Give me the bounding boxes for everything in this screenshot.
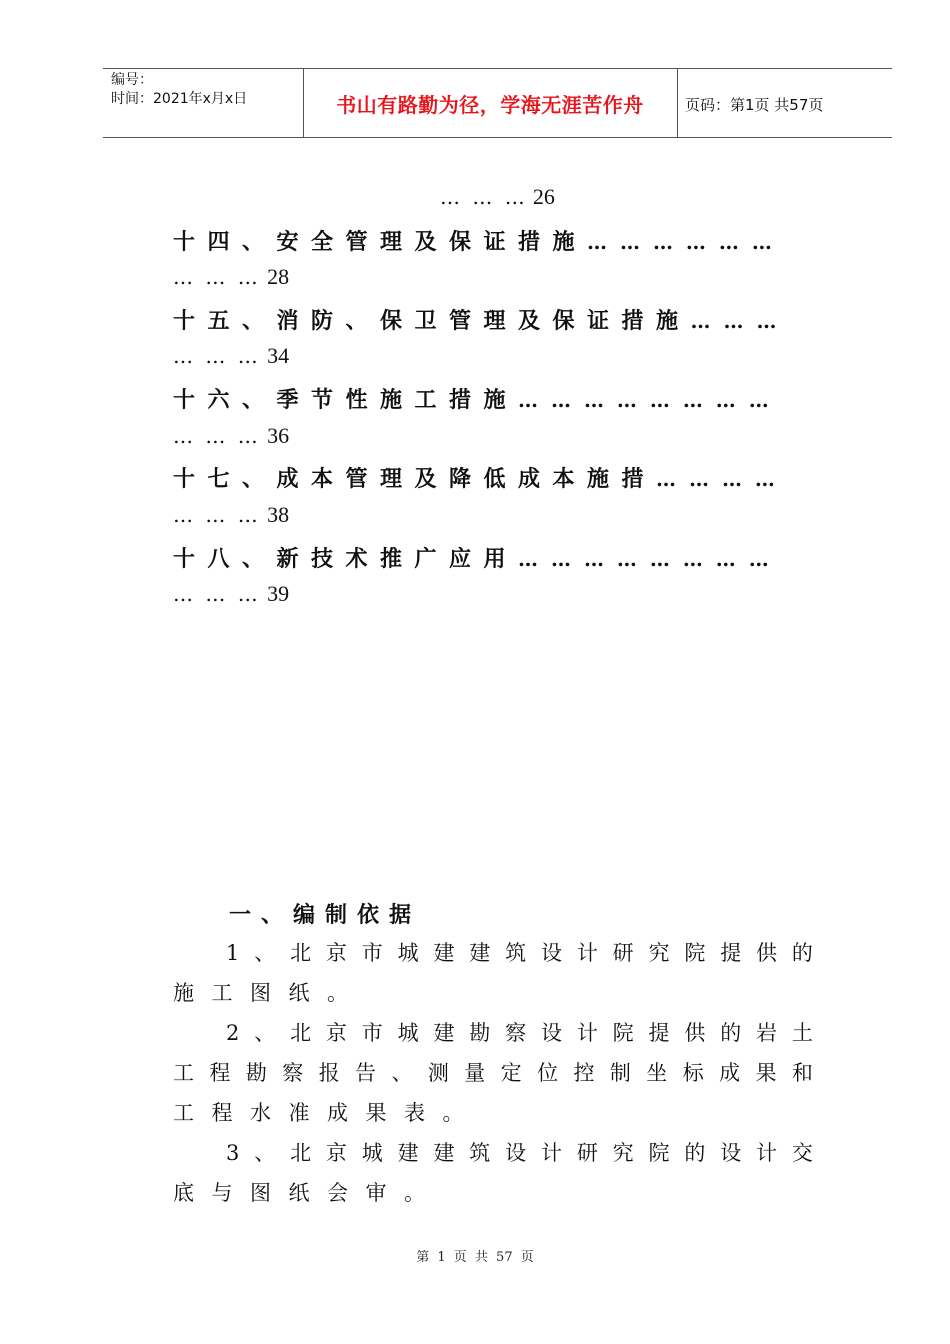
paragraph-char: 成 [327, 1101, 348, 1125]
toc-leader-dots: … … … [440, 185, 528, 209]
paragraph-char: 与 [211, 1181, 233, 1205]
paragraph-char: 北 [290, 941, 312, 965]
paragraph-char: 城 [397, 941, 419, 965]
paragraph-char: 位 [537, 1061, 559, 1085]
paragraph-char: 建 [433, 941, 455, 965]
paragraph-line [173, 1013, 813, 1053]
toc-continuation [440, 184, 555, 210]
paragraph-char: 水 [250, 1101, 271, 1125]
paragraph-char: 施 [173, 981, 194, 1005]
paragraph-char: 纸 [288, 981, 310, 1005]
paragraph-char: 1 [226, 941, 240, 965]
toc-leader-dots: … … … [690, 309, 780, 333]
paragraph-char: 、 [254, 1141, 276, 1165]
paragraph-char: 供 [684, 1021, 706, 1045]
paragraph-line [173, 1133, 813, 1173]
section-title: 一、编制依据 [229, 903, 422, 928]
paragraph-char: 准 [288, 1101, 310, 1125]
toc-entry[interactable] [173, 542, 772, 573]
paragraph-char: 2 [226, 1021, 240, 1045]
paragraph-char: 交 [791, 1141, 813, 1165]
toc-leader-dots: … … … … … … [587, 230, 775, 254]
paragraph-char: 成 [719, 1061, 741, 1085]
paragraph-char: 勘 [469, 1021, 491, 1045]
paragraph-char: 城 [361, 1141, 383, 1165]
toc-entry-continuation [173, 423, 289, 449]
toc-page-number: 34 [267, 343, 290, 368]
basis-item-2 [173, 1013, 813, 1133]
paragraph-char: 究 [612, 1141, 634, 1165]
toc-leader-dots: … … … [173, 344, 261, 368]
toc-leader-dots: … … … [173, 503, 261, 527]
paragraph-char: 建 [397, 1141, 419, 1165]
paragraph-char: 果 [365, 1101, 387, 1125]
paragraph-char: 制 [609, 1061, 631, 1085]
toc-page-number: 36 [267, 423, 290, 448]
paragraph-char: 纸 [288, 1181, 310, 1205]
header-meta [111, 71, 247, 109]
paragraph-char: 建 [469, 941, 491, 965]
paragraph-char: 的 [720, 1021, 742, 1045]
paragraph-char: 察 [282, 1061, 304, 1085]
page-footer: 第 1 页 共 57 页 [416, 1250, 534, 1265]
paragraph-char: 供 [756, 941, 778, 965]
paragraph-char: 市 [361, 941, 383, 965]
toc-entry-continuation [173, 264, 289, 290]
toc-entry[interactable] [173, 383, 772, 414]
basis-item-3 [173, 1133, 813, 1213]
paragraph-char: 计 [756, 1141, 778, 1165]
toc-leader-dots: … … … [173, 424, 261, 448]
paragraph-char: 土 [791, 1021, 813, 1045]
toc-page-number: 26 [532, 184, 555, 209]
paragraph-char: 。 [442, 1101, 464, 1125]
paragraph-char: 审 [365, 1181, 387, 1205]
paragraph-char: 程 [209, 1061, 231, 1085]
paragraph-char: 的 [684, 1141, 706, 1165]
paragraph-char: 控 [573, 1061, 595, 1085]
paragraph-char: 、 [254, 1021, 276, 1045]
paragraph-char: 筑 [505, 941, 527, 965]
paragraph-char: 量 [464, 1061, 486, 1085]
paragraph-char: 。 [327, 981, 348, 1005]
toc-page-number: 39 [267, 581, 290, 606]
paragraph-char: 院 [684, 941, 706, 965]
paragraph-char: 程 [211, 1101, 233, 1125]
paragraph-char: 北 [290, 1141, 312, 1165]
paragraph-char: 京 [325, 1141, 347, 1165]
paragraph-char: 提 [648, 1021, 670, 1045]
toc-leader-dots: … … … … … … … … [518, 388, 772, 412]
paragraph-char: 提 [720, 941, 742, 965]
paragraph-char: 计 [540, 1141, 562, 1165]
toc-entry[interactable] [173, 225, 775, 256]
paragraph-char: 计 [576, 1021, 598, 1045]
paragraph-char: 果 [755, 1061, 777, 1085]
paragraph-char: 院 [648, 1141, 670, 1165]
toc-page-number: 38 [267, 502, 290, 527]
toc-entry[interactable] [173, 462, 778, 493]
header-page-info: 页码：第1页 共57页 [685, 96, 824, 114]
document-time-label: 时间：2021年x月x日 [111, 91, 248, 107]
toc-leader-dots: … … … [173, 265, 261, 289]
paragraph-char: 报 [318, 1061, 340, 1085]
paragraph-char: 研 [612, 941, 634, 965]
paragraph-char: 设 [540, 941, 562, 965]
paragraph-char: 察 [505, 1021, 527, 1045]
paragraph-char: 究 [648, 941, 670, 965]
paragraph-char: 设 [540, 1021, 562, 1045]
paragraph-char: 工 [173, 1101, 194, 1125]
paragraph-char: 的 [791, 941, 813, 965]
header-motto: 书山有路勤为径，学海无涯苦作舟 [336, 93, 644, 117]
paragraph-char: 图 [250, 1181, 271, 1205]
paragraph-char: 图 [250, 981, 271, 1005]
paragraph-char: 底 [173, 1181, 194, 1205]
paragraph-char: 。 [404, 1181, 425, 1205]
toc-entry-continuation [173, 502, 289, 528]
paragraph-line [173, 973, 813, 1013]
paragraph-char: 计 [576, 941, 598, 965]
paragraph-char: 工 [211, 981, 233, 1005]
paragraph-char: 建 [433, 1141, 455, 1165]
paragraph-char: 、 [391, 1061, 413, 1085]
toc-leader-dots: … … … … … … … … [518, 547, 772, 571]
paragraph-char: 京 [325, 1021, 347, 1045]
paragraph-line [173, 1053, 813, 1093]
document-header [103, 68, 892, 138]
paragraph-line [173, 1093, 813, 1133]
paragraph-char: 、 [254, 941, 276, 965]
toc-entry-title: 十六、季节性施工措施 [173, 388, 519, 413]
paragraph-char: 会 [327, 1181, 348, 1205]
toc-entry-title: 十七、成本管理及降低成本施措 [173, 467, 657, 492]
paragraph-char: 表 [404, 1101, 425, 1125]
paragraph-char: 和 [791, 1061, 813, 1085]
toc-entry-continuation [173, 343, 289, 369]
paragraph-char: 设 [505, 1141, 527, 1165]
paragraph-char: 京 [325, 941, 347, 965]
paragraph-char: 标 [682, 1061, 704, 1085]
paragraph-char: 院 [612, 1021, 634, 1045]
toc-entry-title: 十四、安全管理及保证措施 [173, 230, 588, 255]
paragraph-char: 工 [173, 1061, 194, 1085]
paragraph-char: 城 [397, 1021, 419, 1045]
paragraph-char: 告 [355, 1061, 377, 1085]
paragraph-char: 勘 [245, 1061, 267, 1085]
paragraph-char: 研 [576, 1141, 598, 1165]
paragraph-char: 市 [361, 1021, 383, 1045]
paragraph-line [173, 933, 813, 973]
document-number-label: 编号： [111, 72, 153, 88]
paragraph-char: 坐 [646, 1061, 668, 1085]
paragraph-char: 定 [500, 1061, 522, 1085]
paragraph-char: 筑 [469, 1141, 491, 1165]
toc-entry-continuation [173, 581, 289, 607]
header-divider [677, 69, 678, 137]
toc-entry[interactable] [173, 304, 779, 335]
paragraph-char: 测 [427, 1061, 449, 1085]
basis-item-1 [173, 933, 813, 1013]
paragraph-char: 3 [226, 1141, 240, 1165]
toc-entry-title: 十八、新技术推广应用 [173, 547, 519, 572]
toc-entry-title: 十五、消防、保卫管理及保证措施 [173, 309, 691, 334]
toc-leader-dots: … … … … [656, 467, 778, 491]
paragraph-char: 岩 [756, 1021, 778, 1045]
paragraph-char: 北 [290, 1021, 312, 1045]
paragraph-line [173, 1173, 813, 1213]
toc-page-number: 28 [267, 264, 290, 289]
toc-leader-dots: … … … [173, 582, 261, 606]
paragraph-char: 设 [720, 1141, 742, 1165]
paragraph-char: 建 [433, 1021, 455, 1045]
